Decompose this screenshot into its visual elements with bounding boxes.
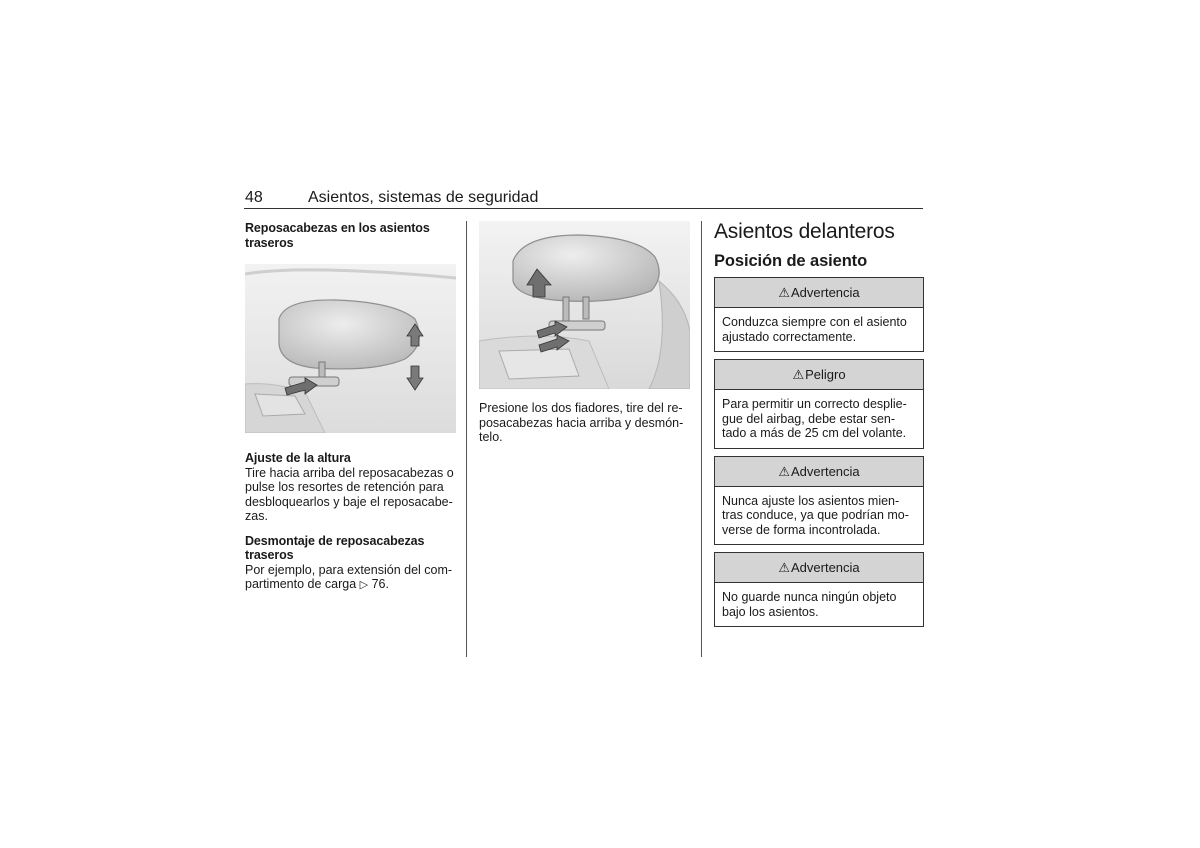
warning-triangle-icon: ⚠ bbox=[778, 463, 790, 479]
arrow-ref-icon[interactable]: ▷ bbox=[359, 579, 369, 591]
warning-text: No guarde nunca ningún objeto bajo los asientos. bbox=[722, 590, 897, 619]
rear-headrest-figure bbox=[245, 264, 456, 433]
section-title-rear-headrests: Reposacabezas en los asientos traseros bbox=[245, 221, 430, 250]
warning-label: Advertencia bbox=[791, 285, 860, 300]
warning-box bbox=[714, 456, 924, 546]
warning-box bbox=[714, 552, 924, 627]
headrest-removal-figure bbox=[479, 221, 690, 389]
danger-label: Peligro bbox=[805, 367, 846, 382]
column-1 bbox=[245, 221, 457, 593]
warning-box-header bbox=[715, 278, 923, 308]
warning-label: Advertencia bbox=[791, 560, 860, 575]
removal-instruction-text: Presione los dos fiadores, tire del re-posacabezas hacia arriba y desmón-telo. bbox=[479, 401, 684, 444]
column-divider-left bbox=[466, 221, 467, 657]
danger-box bbox=[714, 359, 924, 449]
section-heading-front-seats: Asientos delanteros bbox=[714, 220, 895, 243]
warning-text: Nunca ajuste los asientos mien-tras conduce, ya que podrían mo-verse de forma incontrolada. bbox=[722, 493, 909, 537]
warning-box-header bbox=[715, 457, 923, 487]
removal-text bbox=[245, 563, 457, 593]
subheading-height-adjustment: Ajuste de la altura bbox=[245, 451, 351, 465]
column-2 bbox=[479, 221, 690, 445]
warning-triangle-icon: ⚠ bbox=[778, 560, 790, 575]
warning-label: Advertencia bbox=[791, 463, 860, 479]
page-number: 48 bbox=[245, 189, 263, 206]
danger-text: Para permitir un correcto desplie-gue del airbag, debe estar sen-tado a más de 25 cm del volante. bbox=[722, 397, 907, 440]
column-3 bbox=[714, 221, 924, 634]
page-reference[interactable]: 76. bbox=[371, 577, 389, 591]
subheading-removal: Desmontaje de reposacabezas traseros bbox=[245, 533, 425, 562]
height-adjustment-text: Tire hacia arriba del reposacabezas o pulse los resortes de retención para desbloquearlos y baje el reposacabe-zas. bbox=[245, 465, 454, 523]
warning-text: Conduzca siempre con el asiento ajustado correctamente. bbox=[722, 315, 907, 344]
subheading-seat-position: Posición de asiento bbox=[714, 252, 868, 270]
running-title: Asientos, sistemas de seguridad bbox=[308, 189, 539, 206]
warning-box bbox=[714, 277, 924, 352]
warning-triangle-icon: ⚠ bbox=[792, 367, 805, 382]
column-divider-right bbox=[701, 221, 702, 657]
danger-box-header bbox=[715, 360, 923, 390]
removal-text-body: Por ejemplo, para extensión del com-partimento de carga bbox=[245, 562, 453, 591]
warning-triangle-icon: ⚠ bbox=[778, 285, 790, 300]
header-rule bbox=[244, 208, 923, 209]
warning-box-header bbox=[715, 553, 923, 583]
